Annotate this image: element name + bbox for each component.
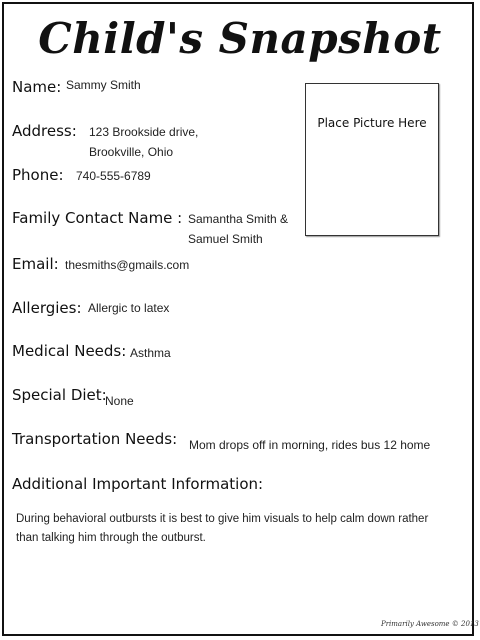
- additional-info-value: During behavioral outbursts it is best to give him visuals to help calm down rather than talking him through the outburst.: [16, 513, 429, 544]
- family-contact-line-2: Samuel Smith: [188, 232, 263, 246]
- family-contact-label: Family Contact Name :: [12, 209, 183, 227]
- allergies-label: Allergies:: [12, 299, 82, 317]
- family-contact-line-1: Samantha Smith &: [188, 212, 289, 226]
- photo-placeholder-box: [305, 83, 439, 236]
- address-label: Address:: [12, 122, 77, 140]
- special-diet-label: Special Diet:: [12, 386, 107, 404]
- photo-placeholder-label: Place Picture Here: [317, 116, 427, 130]
- email-label: Email:: [12, 255, 59, 273]
- address-line-2: Brookville, Ohio: [89, 145, 174, 159]
- transportation-label: Transportation Needs:: [12, 430, 178, 448]
- medical-needs-label: Medical Needs:: [12, 342, 127, 360]
- phone-label: Phone:: [12, 166, 64, 184]
- name-label: Name:: [12, 78, 62, 96]
- phone-value: 740-555-6789: [76, 169, 151, 183]
- address-line-1: 123 Brookside drive,: [89, 125, 199, 139]
- allergies-value: Allergic to latex: [88, 301, 170, 315]
- special-diet-value: None: [105, 394, 134, 408]
- email-value: thesmiths@gmails.com: [65, 258, 190, 272]
- page-title: Child's Snapshot: [38, 14, 442, 63]
- additional-info-label: Additional Important Information:: [12, 475, 264, 493]
- name-value: Sammy Smith: [66, 78, 141, 92]
- medical-needs-value: Asthma: [130, 346, 171, 360]
- transportation-value: Mom drops off in morning, rides bus 12 home: [189, 438, 431, 452]
- copyright-footer: Primarily Awesome © 2013: [381, 620, 479, 628]
